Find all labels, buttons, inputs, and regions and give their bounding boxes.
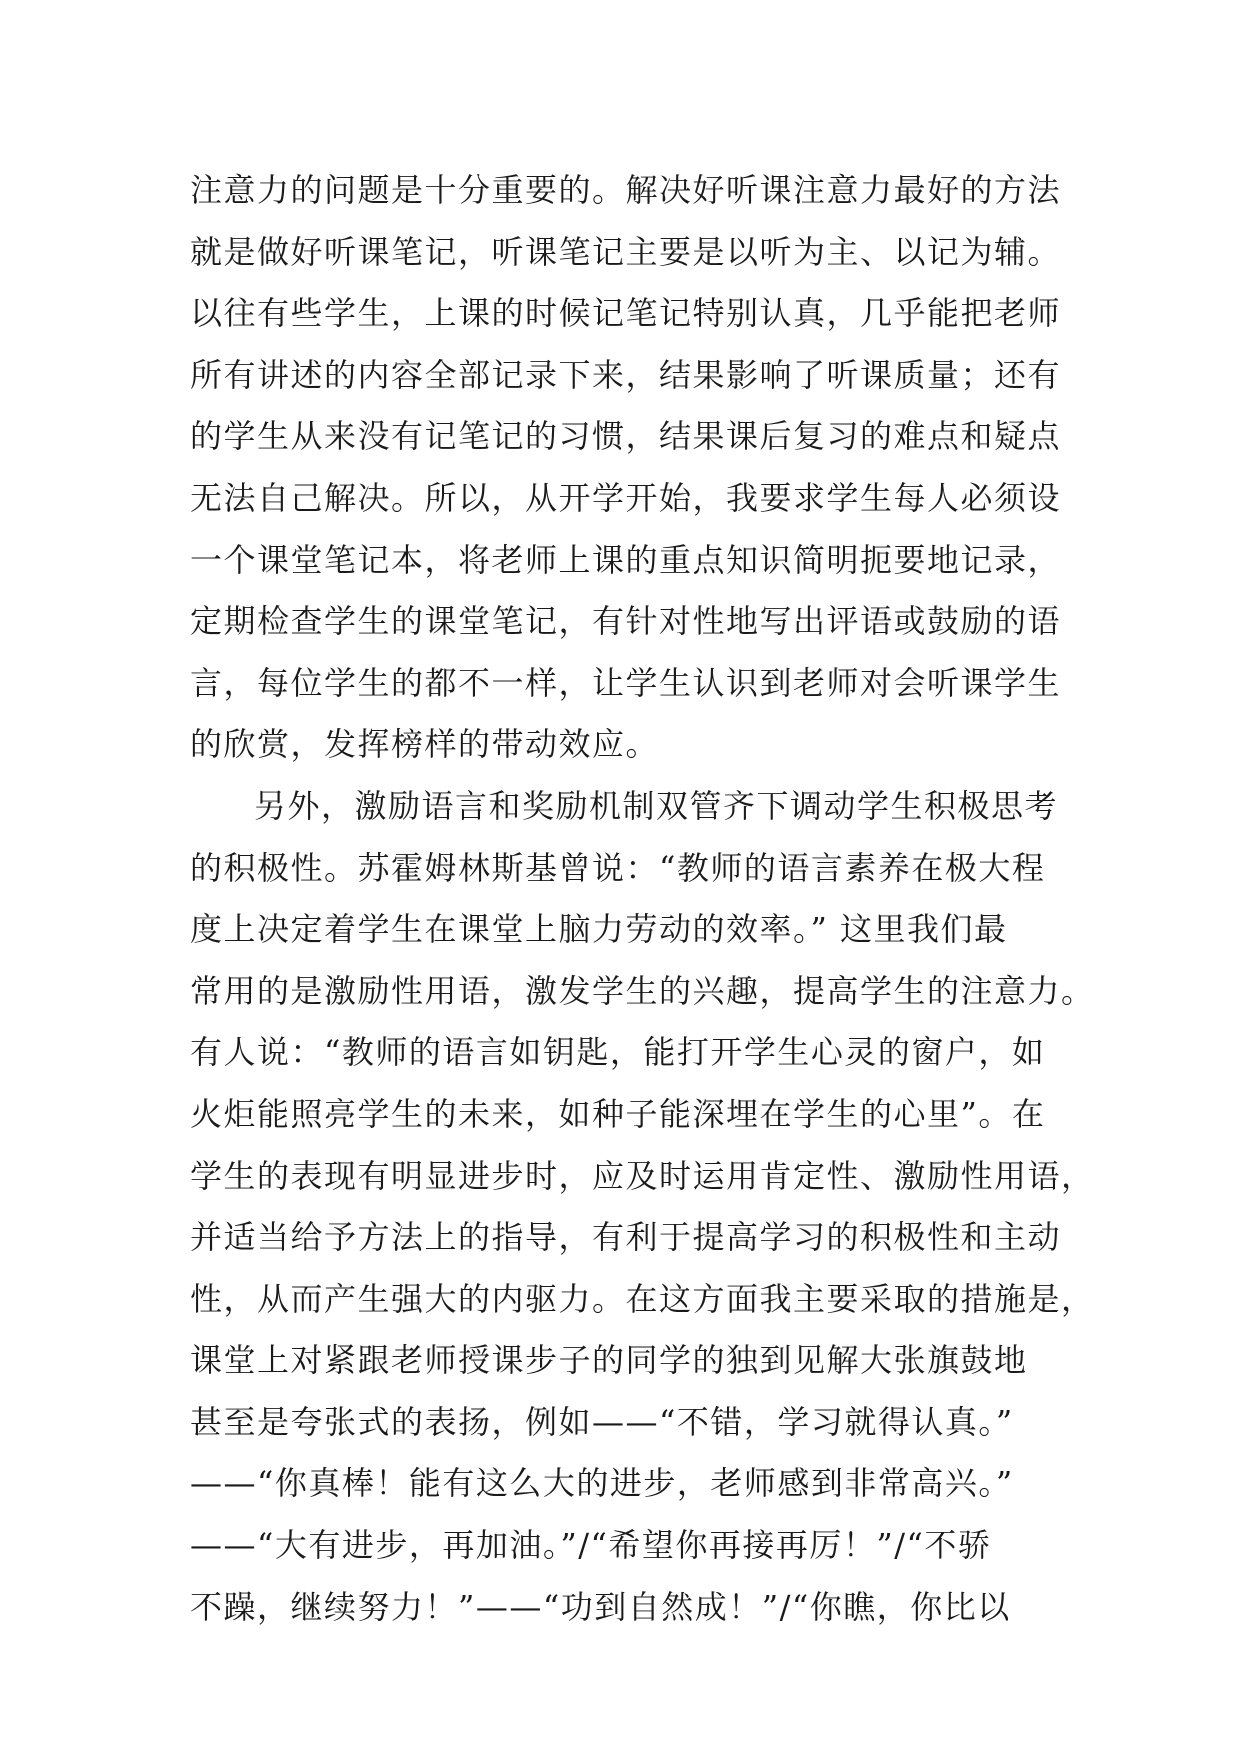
text-line: 火炬能照亮学生的未来，如种子能深埋在学生的心里”。在 bbox=[190, 1094, 1046, 1133]
text-line: 一个课堂笔记本，将老师上课的重点知识简明扼要地记录， bbox=[190, 540, 1062, 579]
text-line: 就是做好听课笔记，听课笔记主要是以听为主、以记为辅。 bbox=[190, 232, 1062, 271]
text-line: 所有讲述的内容全部记录下来，结果影响了听课质量；还有 bbox=[190, 355, 1062, 394]
text-line: 以往有些学生，上课的时候记笔记特别认真，几乎能把老师 bbox=[190, 294, 1062, 333]
text-line: 的积极性。苏霍姆林斯基曾说：“教师的语言素养在极大程 bbox=[190, 848, 1046, 887]
text-line: 学生的表现有明显进步时，应及时运用肯定性、激励性用语， bbox=[190, 1156, 1095, 1195]
text-line: 言，每位学生的都不一样，让学生认识到老师对会听课学生 bbox=[190, 663, 1062, 702]
text-line: 常用的是激励性用语，激发学生的兴趣，提高学生的注意力。 bbox=[190, 971, 1095, 1010]
text-line: ——“你真棒！能有这么大的进步，老师感到非常高兴。” bbox=[190, 1464, 1014, 1503]
text-line: 课堂上对紧跟老师授课步子的同学的独到见解大张旗鼓地 bbox=[190, 1341, 1028, 1380]
text-line: 的欣赏，发挥榜样的带动效应。 bbox=[190, 725, 660, 764]
text-line: 度上决定着学生在课堂上脑力劳动的效率。” 这里我们最 bbox=[190, 910, 1008, 949]
text-line: 性，从而产生强大的内驱力。在这方面我主要采取的措施是， bbox=[190, 1279, 1095, 1318]
text-line: 甚至是夸张式的表扬，例如——“不错，学习就得认真。” bbox=[190, 1402, 1014, 1441]
text-line: 有人说：“教师的语言如钥匙，能打开学生心灵的窗户，如 bbox=[190, 1033, 1046, 1072]
document-body bbox=[190, 160, 1095, 1638]
text-line: 无法自己解决。所以，从开学开始，我要求学生每人必须设 bbox=[190, 478, 1062, 517]
text-line: 定期检查学生的课堂笔记，有针对性地写出评语或鼓励的语 bbox=[190, 602, 1062, 641]
text-line: 并适当给予方法上的指导，有利于提高学习的积极性和主动 bbox=[190, 1218, 1062, 1257]
text-line: 注意力的问题是十分重要的。解决好听课注意力最好的方法 bbox=[190, 171, 1062, 209]
text-line: ——“大有进步，再加油。”/“希望你再接再厉！”/“不骄 bbox=[190, 1526, 992, 1565]
paragraph-first-line: 另外，激励语言和奖励机制双管齐下调动学生积极思考 bbox=[254, 786, 1059, 825]
text-line: 的学生从来没有记笔记的习惯，结果课后复习的难点和疑点 bbox=[190, 417, 1062, 456]
text-line: 不躁，继续努力！”——“功到自然成！”/“你瞧，你比以 bbox=[190, 1587, 1011, 1626]
